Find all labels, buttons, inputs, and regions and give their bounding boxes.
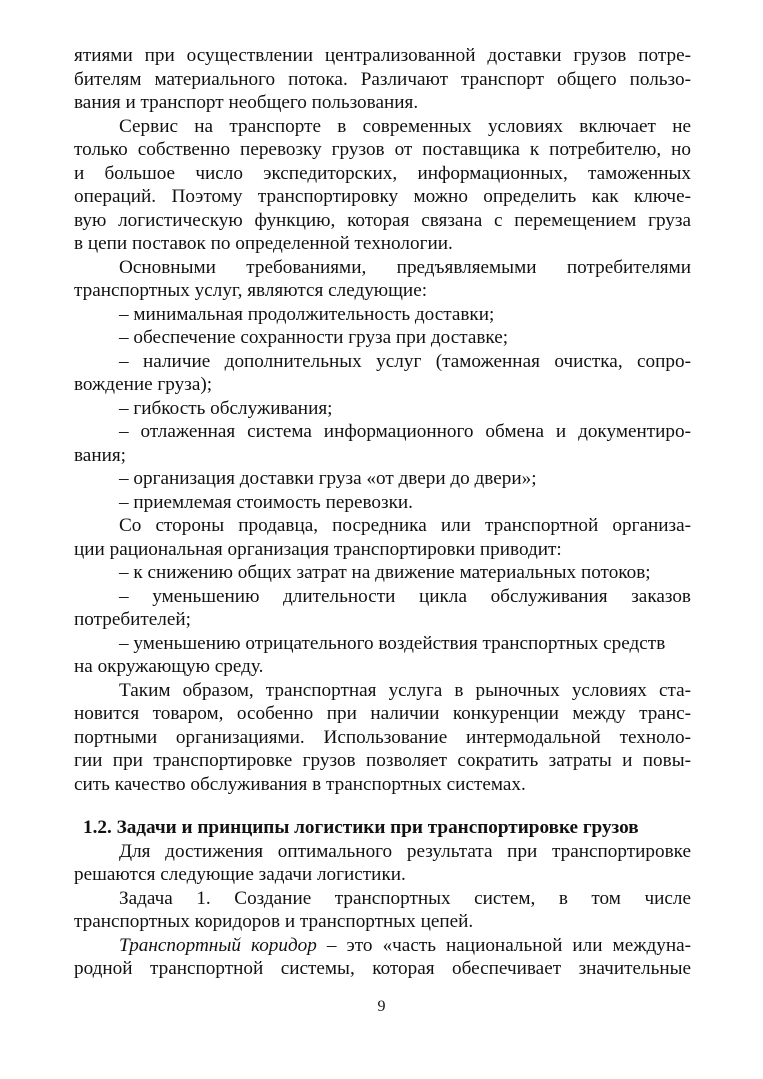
list-item: – гибкость обслуживания; bbox=[119, 397, 333, 419]
text-line: вания и транспорт необщего пользования. bbox=[74, 92, 419, 113]
text-line: Для достижения оптимального результата при транспортировке bbox=[119, 840, 691, 862]
text-line: бителям материального потока. Различают транспорт общего пользо- bbox=[74, 68, 691, 90]
body-text bbox=[74, 44, 691, 796]
list-item: – уменьшению отрицательного воздействия транспортных средств bbox=[119, 632, 666, 654]
text-line: Сервис на транспорте в современных условиях включает не bbox=[119, 115, 691, 137]
text-line: вую логистическую функцию, которая связана с перемещением груза bbox=[74, 209, 691, 231]
list-item: – приемлемая стоимость перевозки. bbox=[119, 491, 413, 513]
text-line: Со стороны продавца, посредника или транспортной организа- bbox=[119, 515, 691, 536]
section-text bbox=[74, 840, 691, 981]
text-line: портными организациями. Использование интермодальной техноло- bbox=[74, 726, 691, 748]
text-line: операций. Поэтому транспортировку можно определить как ключе- bbox=[74, 186, 691, 207]
list-item: – к снижению общих затрат на движение материальных потоков; bbox=[119, 562, 651, 583]
text-line: на окружающую среду. bbox=[74, 656, 264, 677]
text-line: гии при транспортировке грузов позволяет сократить затраты и повы- bbox=[74, 750, 691, 771]
text-line: вождение груза); bbox=[74, 374, 213, 395]
definition-term: Транспортный коридор bbox=[119, 934, 317, 956]
list-item: – уменьшению длительности цикла обслуживания заказов bbox=[119, 585, 691, 607]
text-line: и большое число экспедиторских, информационных, таможенных bbox=[74, 162, 691, 184]
text-line: вания; bbox=[74, 444, 127, 466]
list-item: – отлаженная система информационного обмена и документиро- bbox=[119, 421, 691, 442]
text-line: новится товаром, особенно при наличии конкуренции между транс- bbox=[74, 703, 691, 724]
text-line: транспортных услуг, являются следующие: bbox=[74, 280, 428, 301]
list-item: – минимальная продолжительность доставки; bbox=[119, 303, 495, 325]
text-line: родной транспортной системы, которая обеспечивает значительные bbox=[74, 958, 691, 979]
section-heading: 1.2. Задачи и принципы логистики при транспортировке грузов bbox=[83, 817, 639, 838]
text-line: решаются следующие задачи логистики. bbox=[74, 864, 406, 885]
text-line: ятиями при осуществлении централизованной доставки грузов потре- bbox=[74, 45, 691, 66]
text-line: Таким образом, транспортная услуга в рыночных условиях ста- bbox=[119, 679, 691, 701]
list-item: – обеспечение сохранности груза при доставке; bbox=[119, 327, 509, 348]
definition-text: – это «часть национальной или междуна- bbox=[316, 934, 691, 956]
definition-line bbox=[74, 934, 691, 958]
text-line: ции рациональная организация транспортировки приводит: bbox=[74, 538, 562, 560]
text-line: потребителей; bbox=[74, 609, 191, 630]
page-number: 9 bbox=[377, 998, 386, 1015]
list-item: – организация доставки груза «от двери до двери»; bbox=[119, 468, 537, 489]
list-item: – наличие дополнительных услуг (таможенная очистка, сопро- bbox=[119, 350, 691, 372]
text-line: Основными требованиями, предъявляемыми потребителями bbox=[119, 256, 691, 278]
text-line: в цепи поставок по определенной технологии. bbox=[74, 233, 453, 254]
text-line: только собственно перевозку грузов от поставщика к потребителю, но bbox=[74, 139, 691, 160]
text-line: сить качество обслуживания в транспортных системах. bbox=[74, 773, 526, 795]
text-line: Задача 1. Создание транспортных систем, в том числе bbox=[119, 887, 691, 909]
text-line: транспортных коридоров и транспортных цепей. bbox=[74, 911, 474, 932]
